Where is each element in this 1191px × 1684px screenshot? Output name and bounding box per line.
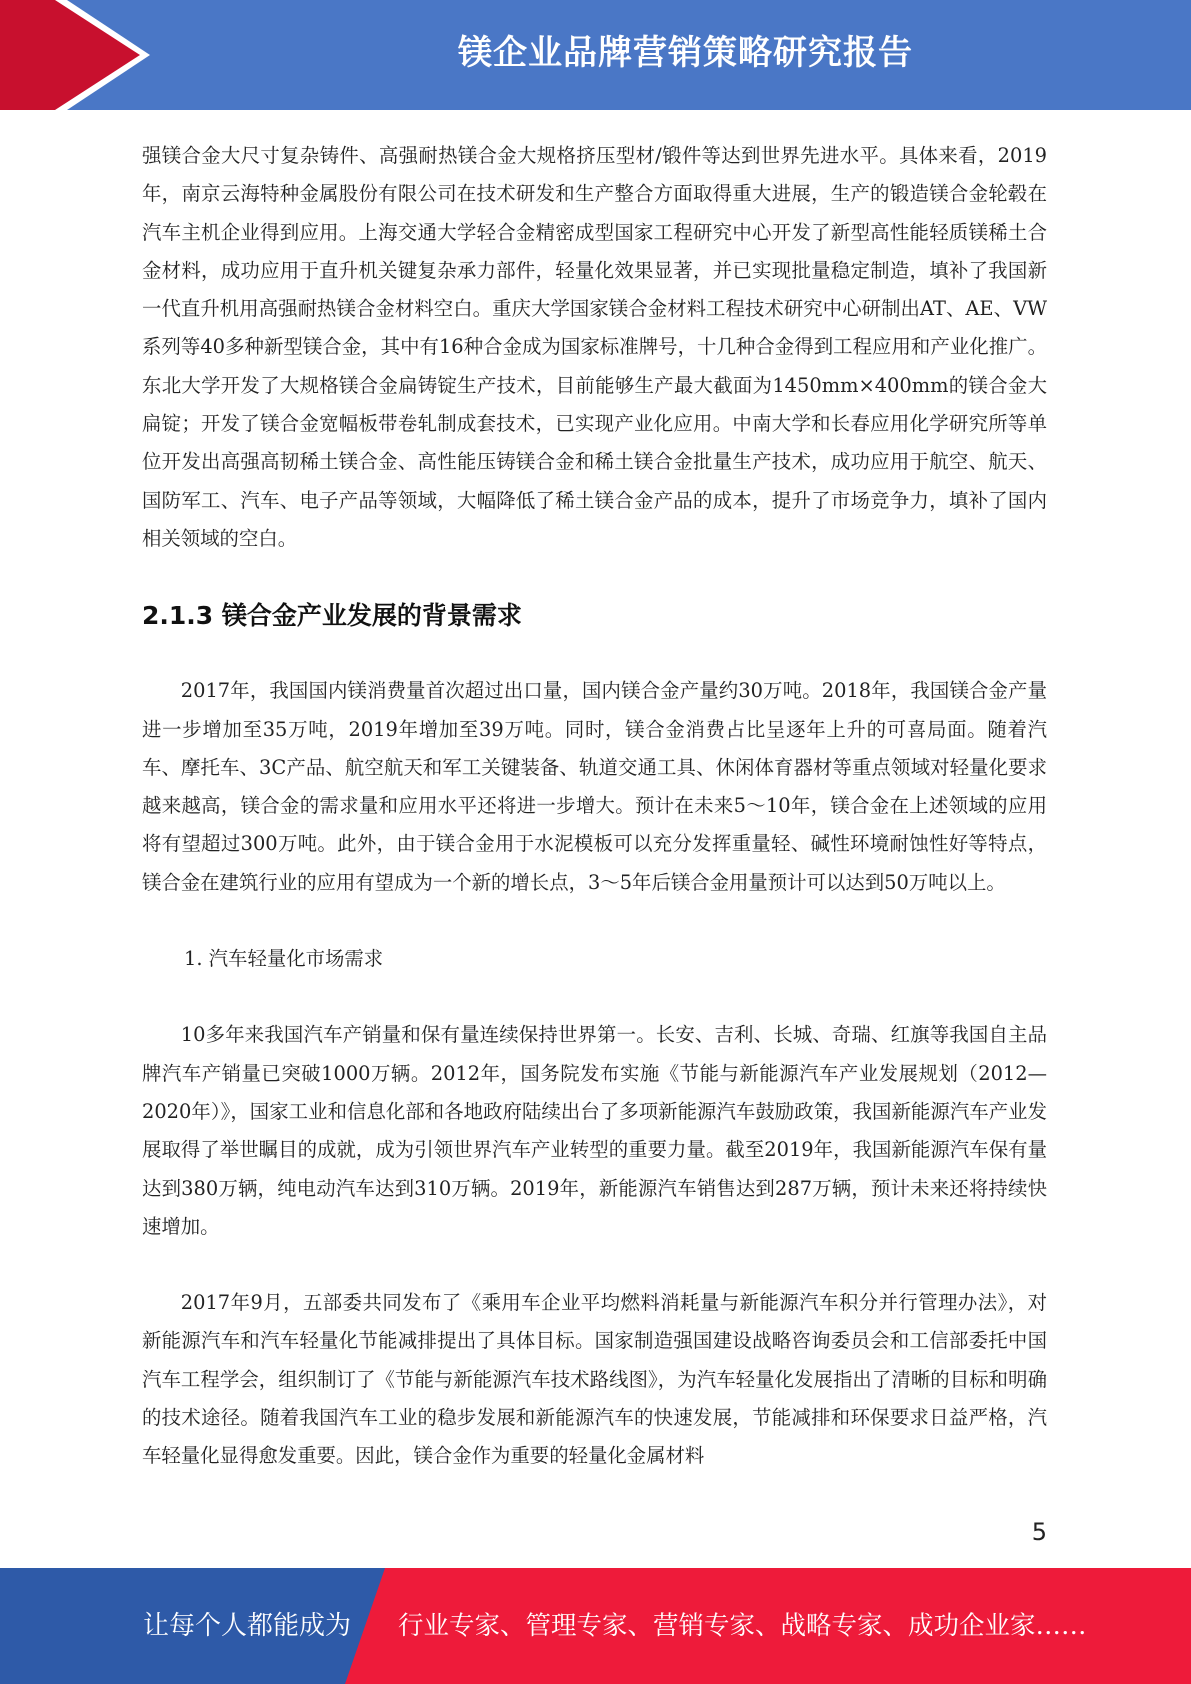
section-heading-2-1-3: 2.1.3 镁合金产业发展的背景需求 [142, 601, 522, 631]
paragraph-2017-policy: 2017年9月，五部委共同发布了《乘用车企业平均燃料消耗量与新能源汽车积分并行管理办法》，对新能源汽车和汽车轻量化节能减排提出了具体目标。国家制造强国建设战略咨询委员会和工信部委托中国汽车工程学会，组织制订了《节能与新能源汽车技术路线图》，为汽车轻量化发展指出了清晰的目标和明确的技术途径。随着我国汽车工业的稳步发展和新能源汽车的快速发展，节能减排和环保要求日益严格，汽车轻量化显得愈发重要。因此，镁合金作为重要的轻量化金属材料 [142, 1291, 1047, 1468]
page-header [0, 0, 1191, 110]
page-number: 5 [1031, 1518, 1047, 1546]
report-title: 镁企业品牌营销策略研究报告 [458, 33, 913, 73]
paragraph-intro: 强镁合金大尺寸复杂铸件、高强耐热镁合金大规格挤压型材/锻件等达到世界先进水平。具体来看，2019年，南京云海特种金属股份有限公司在技术研发和生产整合方面取得重大进展，生产的锻造镁合金轮毂在汽车主机企业得到应用。上海交通大学轻合金精密成型国家工程研究中心开发了新型高性能轻质镁稀土合金材料，成功应用于直升机关键复杂承力部件，轻量化效果显著，并已实现批量稳定制造，填补了我国新一代直升机用高强耐热镁合金材料空白。重庆大学国家镁合金材料工程技术研究中心研制出AT、AE、VW系列等40多种新型镁合金，其中有16种合金成为国家标准牌号，十几种合金得到工程应用和产业化推广。东北大学开发了大规格镁合金扁铸锭生产技术，目前能够生产最大截面为1450mm×400mm的镁合金大扁锭；开发了镁合金宽幅板带卷轧制成套技术，已实现产业化应用。中南大学和长春应用化学研究所等单位开发出高强高韧稀土镁合金、高性能压铸镁合金和稀土镁合金批量生产技术，成功应用于航空、航天、国防军工、汽车、电子产品等领域，大幅降低了稀土镁合金产品的成本，提升了市场竞争力，填补了国内相关领域的空白。 [142, 144, 1047, 550]
header-red-chevron-logo [0, 0, 140, 110]
heading-gap [142, 632, 1047, 672]
paragraph-2017-consumption: 2017年，我国国内镁消费量首次超过出口量，国内镁合金产量约30万吨。2018年，我国镁合金产量进一步增加至35万吨，2019年增加至39万吨。同时，镁合金消费占比呈逐年上升的可喜局面。随着汽车、摩托车、3C产品、航空航天和军工关键装备、轨道交通工具、休闲体育器材等重点领域对轻量化要求越来越高，镁合金的需求量和应用水平还将进一步增大。预计在未来5～10年，镁合金在上述领域的应用将有望超过300万吨。此外，由于镁合金用于水泥模板可以充分发挥重量轻、碱性环境耐蚀性好等特点，镁合金在建筑行业的应用有望成为一个新的增长点，3～5年后镁合金用量预计可以达到50万吨以上。 [142, 679, 1047, 894]
paragraph-gap [142, 978, 1047, 1016]
paragraph-gap [142, 902, 1047, 940]
document-body [142, 137, 1047, 1476]
page-footer [0, 1568, 1191, 1684]
footer-slogan-right: 行业专家、管理专家、营销专家、战略专家、成功企业家…… [398, 1611, 1087, 1641]
footer-slogan-left: 让每个人都能成为 [143, 1611, 352, 1641]
subheading-auto-lightweight: 1. 汽车轻量化市场需求 [184, 947, 384, 971]
paragraph-auto-market: 10多年来我国汽车产销量和保有量连续保持世界第一。长安、吉利、长城、奇瑞、红旗等我国自主品牌汽车产销量已突破1000万辆。2012年，国务院发布实施《节能与新能源汽车产业发展规划（2012—2020年）》，国家工业和信息化部和各地政府陆续出台了多项新能源汽车鼓励政策，我国新能源汽车产业发展取得了举世瞩目的成就，成为引领世界汽车产业转型的重要力量。截至2019年，我国新能源汽车保有量达到380万辆，纯电动汽车达到310万辆。2019年，新能源汽车销售达到287万辆，预计未来还将持续快速增加。 [142, 1023, 1047, 1238]
paragraph-gap [142, 1246, 1047, 1284]
